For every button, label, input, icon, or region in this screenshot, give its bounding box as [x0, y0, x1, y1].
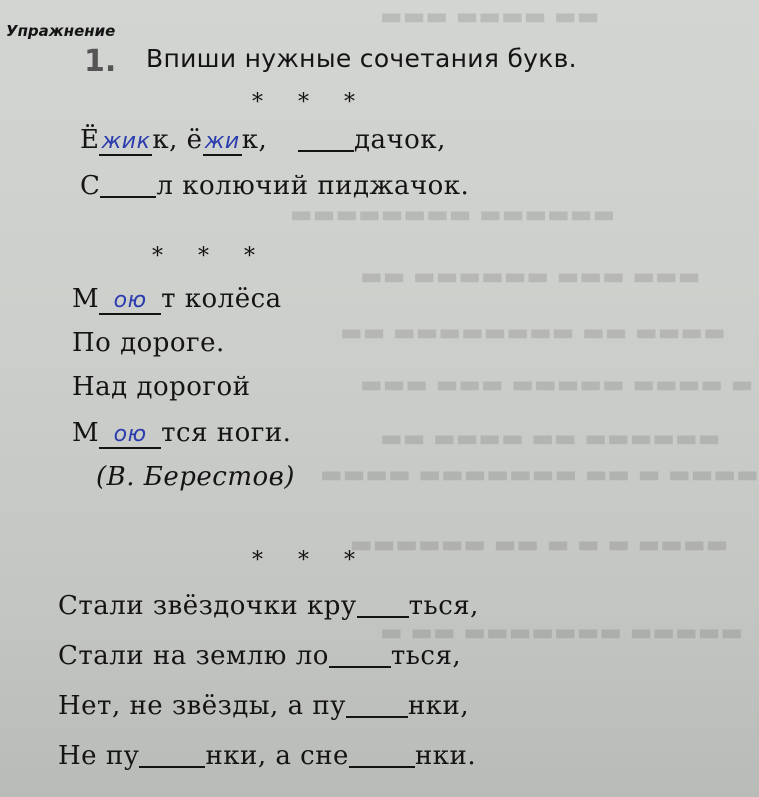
bleed-through: ▬▬▬▬▬ ▬▬▬▬▬▬▬ ▬▬ ▬ [380, 618, 744, 646]
text-fragment: т колёса [161, 284, 282, 314]
text-fragment: Не пу [58, 741, 140, 771]
bleed-through: ▬ ▬▬▬▬ ▬▬▬▬▬ ▬▬▬ ▬▬▬ [360, 370, 754, 398]
answer-blank [298, 124, 354, 152]
text-fragment: л колючий пиджачок. [156, 171, 470, 201]
answer-blank [139, 740, 205, 768]
bleed-through: ▬▬▬▬▬▬ ▬▬ ▬▬▬▬ ▬▬ [380, 424, 721, 452]
answer-blank [349, 740, 415, 768]
poem3-line1 [58, 590, 479, 621]
handwritten-answer: жи [204, 129, 240, 154]
text-fragment: тся ноги. [161, 418, 292, 448]
text-fragment: Стали звёздочки кру [58, 591, 357, 621]
poem-author: (В. Берестов) [96, 462, 295, 492]
text-fragment: к, [241, 125, 268, 155]
poem3-line4 [58, 740, 476, 771]
bleed-through: ▬▬▬▬ ▬ ▬▬ ▬▬▬▬▬▬▬ ▬▬▬▬ [320, 460, 759, 488]
stars-divider: * * * [252, 90, 369, 115]
bleed-through: ▬▬▬▬▬▬ ▬▬▬▬▬▬▬▬ [290, 200, 616, 228]
poem3-line3 [58, 690, 469, 721]
text-fragment: к, ё [152, 125, 203, 155]
text-fragment: Ё [80, 125, 100, 155]
text-fragment: нки, а сне [205, 741, 349, 771]
section-header: Упражнение [6, 22, 116, 40]
poem2-line1 [72, 284, 282, 315]
bleed-through: ▬▬▬▬ ▬ ▬ ▬ ▬▬ ▬▬▬▬▬▬ [350, 530, 729, 558]
poem1-line1 [80, 124, 446, 156]
bleed-through: ▬▬▬ ▬▬▬ ▬▬▬▬▬▬ ▬▬ [360, 262, 701, 290]
text-fragment: ться, [390, 641, 462, 671]
handwritten-answer: ою [99, 288, 161, 315]
text-fragment: Стали на землю ло [58, 641, 329, 671]
text-fragment: ться, [408, 591, 479, 621]
poem2-line4 [72, 418, 291, 449]
text-fragment: нки. [414, 741, 477, 771]
task-instruction: Впиши нужные сочетания букв. [146, 44, 577, 73]
handwritten-answer: жик [101, 129, 151, 154]
text-fragment: дачок, [353, 125, 446, 155]
poem2-line2: По дороге. [72, 328, 225, 358]
text-fragment: нки, [407, 691, 470, 721]
text-fragment: С [80, 171, 101, 201]
answer-blank [329, 640, 391, 668]
answer-blank [346, 690, 408, 718]
handwritten-answer: ою [99, 422, 161, 449]
bleed-through: ▬▬▬▬ ▬▬ ▬▬▬▬▬▬▬▬ ▬▬ [340, 318, 726, 346]
text-fragment: М [72, 284, 100, 314]
poem1-line2 [80, 170, 469, 201]
poem3-line2 [58, 640, 461, 671]
bleed-through: ▬▬ ▬▬▬▬ ▬▬▬ [380, 2, 600, 30]
text-fragment: М [72, 418, 100, 448]
answer-blank [100, 170, 156, 198]
stars-divider: * * * [152, 244, 269, 269]
stars-divider: * * * [252, 548, 369, 573]
answer-blank [357, 590, 409, 618]
task-number: 1. [84, 44, 117, 79]
text-fragment: Нет, не звёзды, а пу [58, 691, 346, 721]
poem2-line3: Над дорогой [72, 372, 251, 402]
